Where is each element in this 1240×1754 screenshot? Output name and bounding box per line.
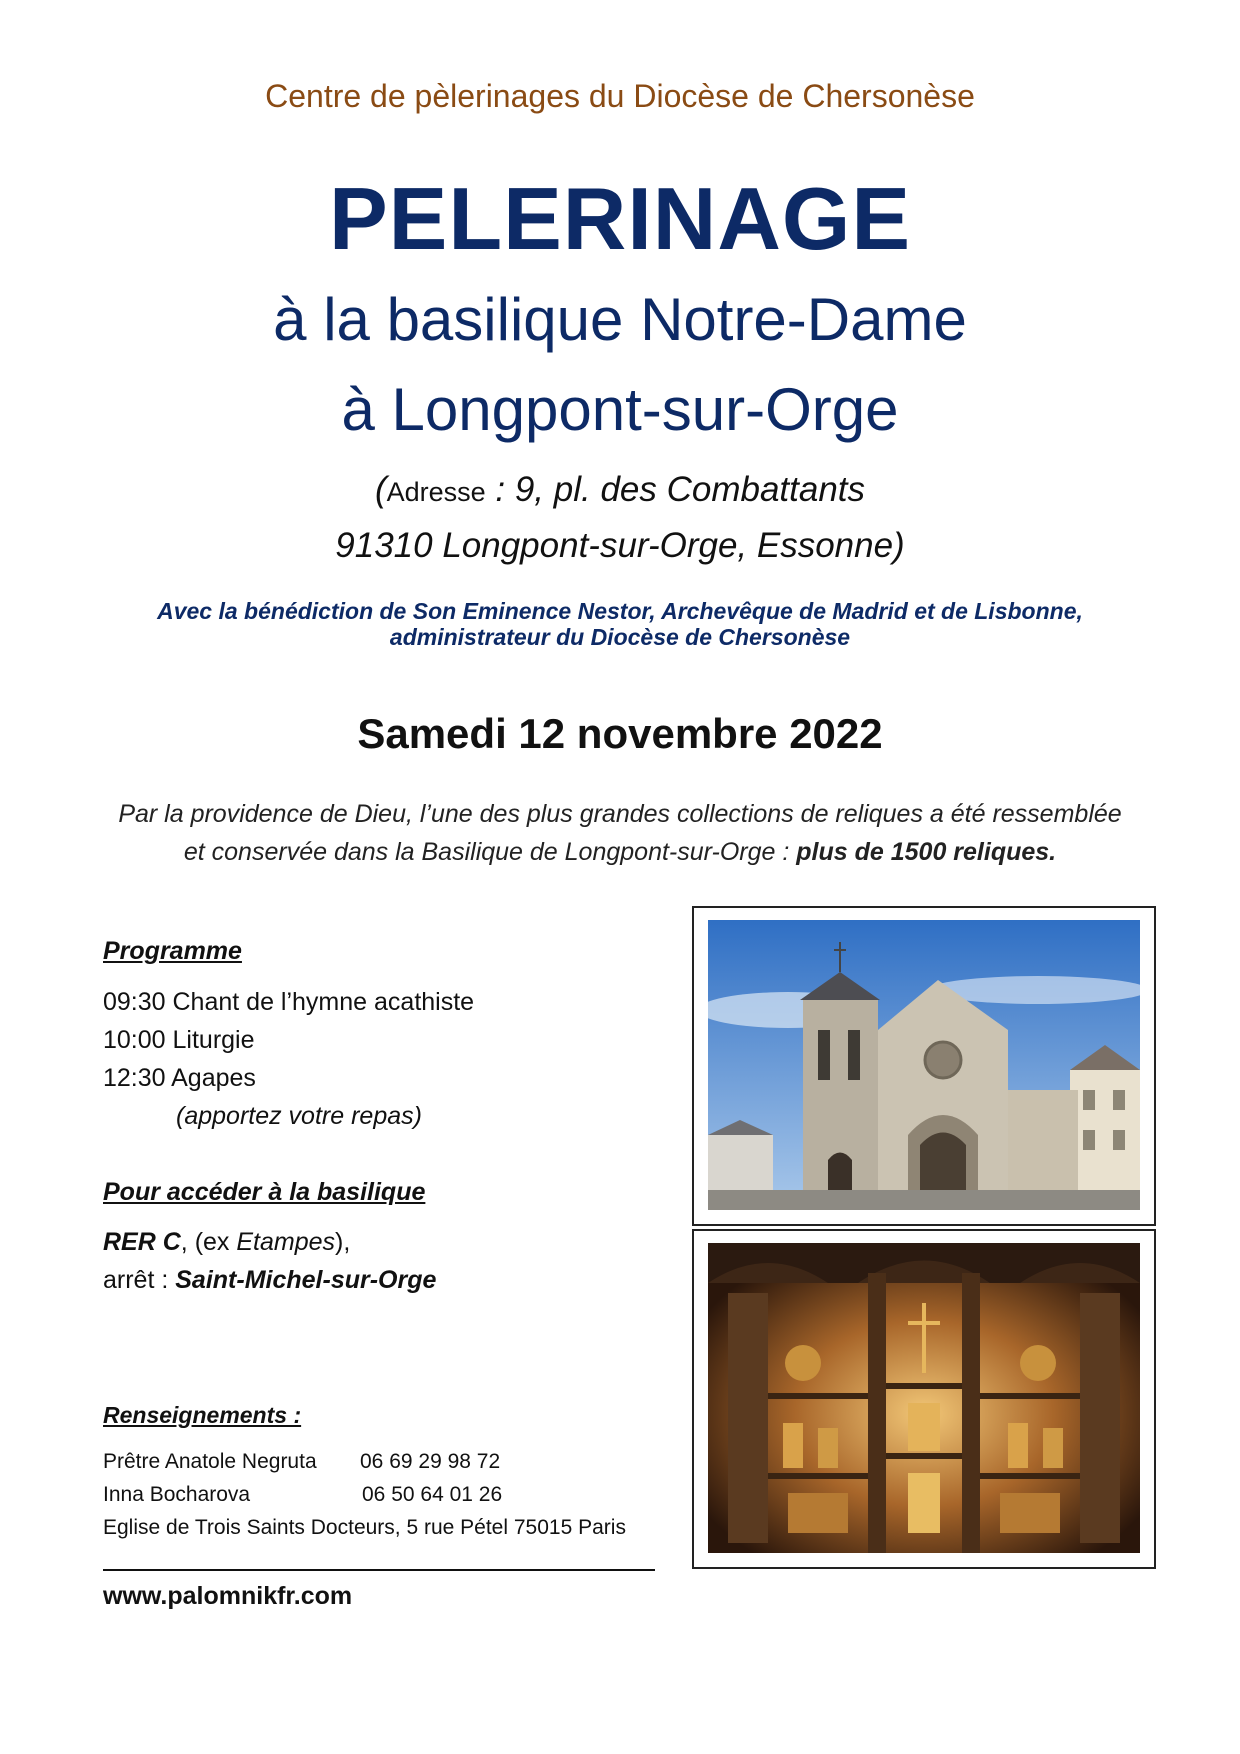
- page-title: PELERINAGE: [328, 169, 912, 268]
- contact-phone: 06 50 64 01 26: [362, 1483, 503, 1506]
- programme-heading: Programme: [103, 937, 242, 965]
- event-date: Samedi 12 novembre 2022: [357, 710, 883, 757]
- stop-label: arrêt :: [103, 1266, 176, 1294]
- website: www.palomnikfr.com: [103, 1582, 353, 1610]
- intro-line-2: [0, 838, 1240, 867]
- contact-heading: Renseignements :: [103, 1402, 302, 1428]
- access-mid: , (ex: [180, 1228, 237, 1256]
- relics-interior-photo: [708, 1243, 1140, 1555]
- address-label: Adresse: [386, 477, 486, 507]
- rer-line: RER C: [103, 1228, 181, 1256]
- contact-phone: 06 69 29 98 72: [360, 1450, 501, 1473]
- contact-name: Inna Bocharova: [103, 1483, 251, 1506]
- subtitle-line-1: à la basilique Notre-Dame: [273, 286, 967, 353]
- address-line-2: 91310 Longpont-sur-Orge, Essonne): [335, 526, 905, 565]
- access-line-2: [103, 1266, 436, 1295]
- access-end: ),: [335, 1228, 351, 1256]
- subtitle-line-2: à Longpont-sur-Orge: [341, 376, 899, 443]
- blessing-line-2: administrateur du Diocèse de Chersonèse: [389, 624, 851, 650]
- address-line-1: [0, 470, 1240, 510]
- address-street: : 9, pl. des Combattants: [485, 470, 866, 509]
- programme-item: 10:00 Liturgie: [103, 1026, 255, 1054]
- address-open-paren: (: [374, 470, 387, 509]
- stop-name: Saint-Michel-sur-Orge: [175, 1266, 437, 1294]
- intro-line-1: Par la providence de Dieu, l’une des plus grandes collections de reliques a été ressemblée: [118, 800, 1122, 828]
- programme-item: 12:30 Agapes: [103, 1064, 256, 1092]
- access-direction: Etampes: [236, 1228, 336, 1256]
- organization-heading: Centre de pèlerinages du Diocèse de Chersonèse: [265, 78, 975, 114]
- programme-note: (apportez votre repas): [176, 1102, 422, 1130]
- basilica-exterior-photo: [708, 920, 1140, 1212]
- programme-item: 09:30 Chant de l’hymne acathiste: [103, 988, 475, 1016]
- contact-name: Prêtre Anatole Negruta: [103, 1450, 317, 1473]
- access-heading: Pour accéder à la basilique: [103, 1178, 426, 1206]
- relics-count: plus de 1500 reliques.: [796, 838, 1057, 866]
- divider: [103, 1569, 655, 1571]
- basilica-photo-frame: [692, 906, 1156, 1226]
- access-line-1: [103, 1228, 350, 1257]
- intro-line-2-text: et conservée dans la Basilique de Longpont-sur-Orge :: [183, 838, 797, 866]
- blessing-line-1: Avec la bénédiction de Son Eminence Nestor, Archevêque de Madrid et de Lisbonne,: [157, 598, 1083, 624]
- relics-photo-frame: [692, 1229, 1156, 1569]
- contact-address: Eglise de Trois Saints Docteurs, 5 rue Pétel 75015 Paris: [103, 1516, 626, 1539]
